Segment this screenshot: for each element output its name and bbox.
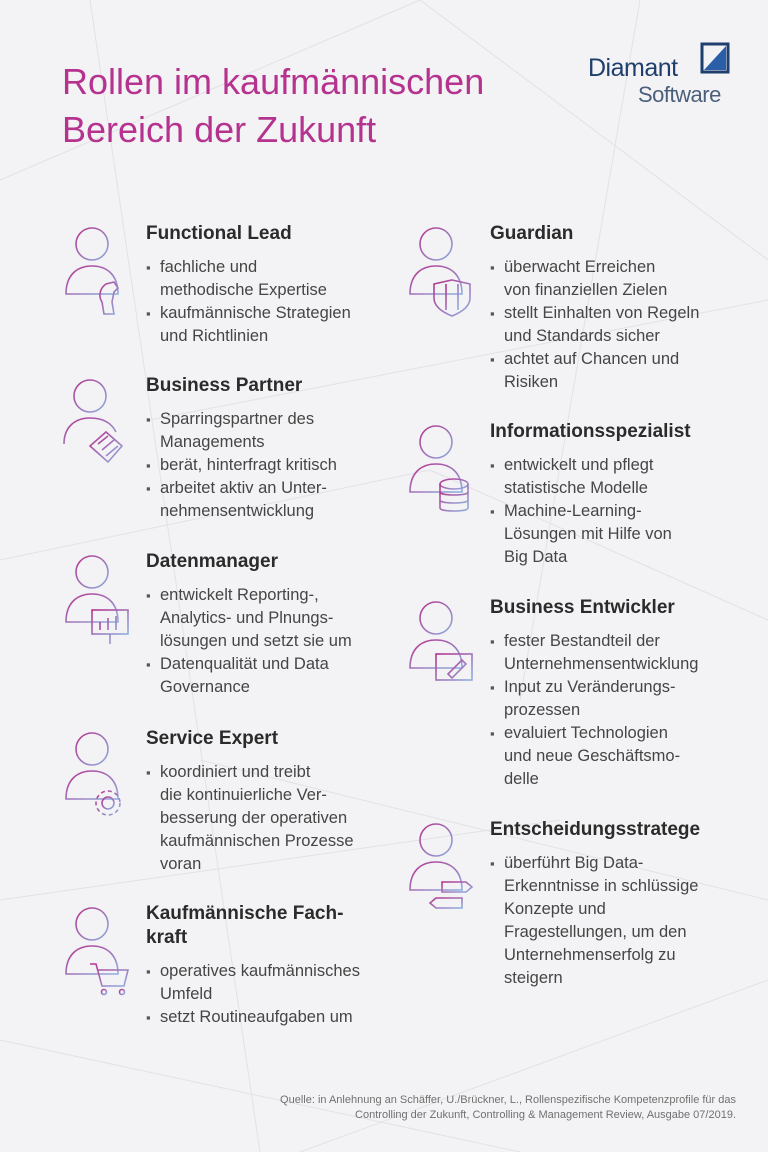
role-title: Business Partner xyxy=(146,375,303,396)
bullet: ▪ fachliche und methodische Expertise xyxy=(146,256,351,302)
person-presentation-icon xyxy=(62,550,134,646)
bullet: ▪ operatives kaufmännisches Umfeld xyxy=(146,960,360,1006)
page-title xyxy=(62,58,532,154)
source-line-2: Controlling der Zukunft, Controlling & Management Review, Ausgabe 07/2019. xyxy=(355,1109,736,1121)
person-laptop-pen-icon xyxy=(406,596,478,692)
source-citation xyxy=(280,1093,736,1123)
role-title: Informationsspezialist xyxy=(490,421,691,442)
role-title: Guardian xyxy=(490,223,574,244)
title-line-2: Bereich der Zukunft xyxy=(62,109,377,150)
role-bullets xyxy=(490,852,698,990)
role-title: Entscheidungsstratege xyxy=(490,819,701,840)
bullet: ▪ berät, hinterfragt kritisch xyxy=(146,454,337,477)
bullet: ▪ kaufmännische Strategien und Richtlinien xyxy=(146,302,351,348)
role-title: Functional Lead xyxy=(146,223,292,244)
role-bullets xyxy=(146,761,354,876)
role-bullets xyxy=(146,584,352,699)
bullet: ▪ entwickelt und pflegt statistische Modelle xyxy=(490,454,672,500)
role-bullets xyxy=(146,256,351,348)
role-bullets xyxy=(490,256,699,394)
bullet: ▪ evaluiert Technologien und neue Geschäftsmo- delle xyxy=(490,722,698,791)
bullet: ▪ überwacht Erreichen von finanziellen Zielen xyxy=(490,256,699,302)
role-bullets xyxy=(146,408,337,523)
role-title-line-1: Kaufmännische Fach- xyxy=(146,903,344,924)
bullet: ▪ Sparringspartner des Managements xyxy=(146,408,337,454)
bullet: ▪ arbeitet aktiv an Unter- nehmensentwicklung xyxy=(146,477,337,523)
person-shopping-cart-icon xyxy=(62,902,134,998)
person-handshake-icon xyxy=(62,374,134,470)
logo-text-line-2: Software xyxy=(638,82,721,107)
person-signpost-icon xyxy=(406,818,478,914)
role-bullets xyxy=(490,454,672,569)
bullet: ▪ Input zu Veränderungs- prozessen xyxy=(490,676,698,722)
role-title: Service Expert xyxy=(146,728,279,749)
diamant-software-logo xyxy=(588,40,738,106)
person-chess-knight-icon xyxy=(62,222,134,318)
logo-text-line-1: Diamant xyxy=(588,54,678,82)
bullet: ▪ koordiniert und treibt die kontinuierliche Ver- besserung der operativen kaufmännischen Prozesse voran xyxy=(146,761,354,876)
bullet: ▪ Datenqualität und Data Governance xyxy=(146,653,352,699)
bullet: ▪ überführt Big Data- Erkenntnisse in schlüssige Konzepte und Fragestellungen, um den Unternehmenserfolg zu steigern xyxy=(490,852,698,990)
person-database-icon xyxy=(406,420,478,516)
role-bullets xyxy=(146,960,360,1029)
bullet: ▪ Machine-Learning- Lösungen mit Hilfe von Big Data xyxy=(490,500,672,569)
bullet: ▪ entwickelt Reporting-, Analytics- und Plnungs- lösungen und setzt sie um xyxy=(146,584,352,653)
person-shield-icon xyxy=(406,222,478,318)
role-bullets xyxy=(490,630,698,791)
bullet: ▪ fester Bestandteil der Unternehmensentwicklung xyxy=(490,630,698,676)
bullet: ▪ setzt Routineaufgaben um xyxy=(146,1006,360,1029)
role-title: Business Entwickler xyxy=(490,597,675,618)
title-line-1: Rollen im kaufmännischen xyxy=(62,61,485,102)
bullet: ▪ stellt Einhalten von Regeln und Standards sicher xyxy=(490,302,699,348)
person-gear-icon xyxy=(62,727,134,823)
source-line-1: Quelle: in Anlehnung an Schäffer, U./Brückner, L., Rollenspezifische Kompetenzprofile für das xyxy=(280,1094,736,1106)
role-title xyxy=(146,902,343,950)
logo-square-icon xyxy=(698,40,730,76)
bullet: ▪ achtet auf Chancen und Risiken xyxy=(490,348,699,394)
role-title-line-2: kraft xyxy=(146,927,188,948)
role-title: Datenmanager xyxy=(146,551,278,572)
